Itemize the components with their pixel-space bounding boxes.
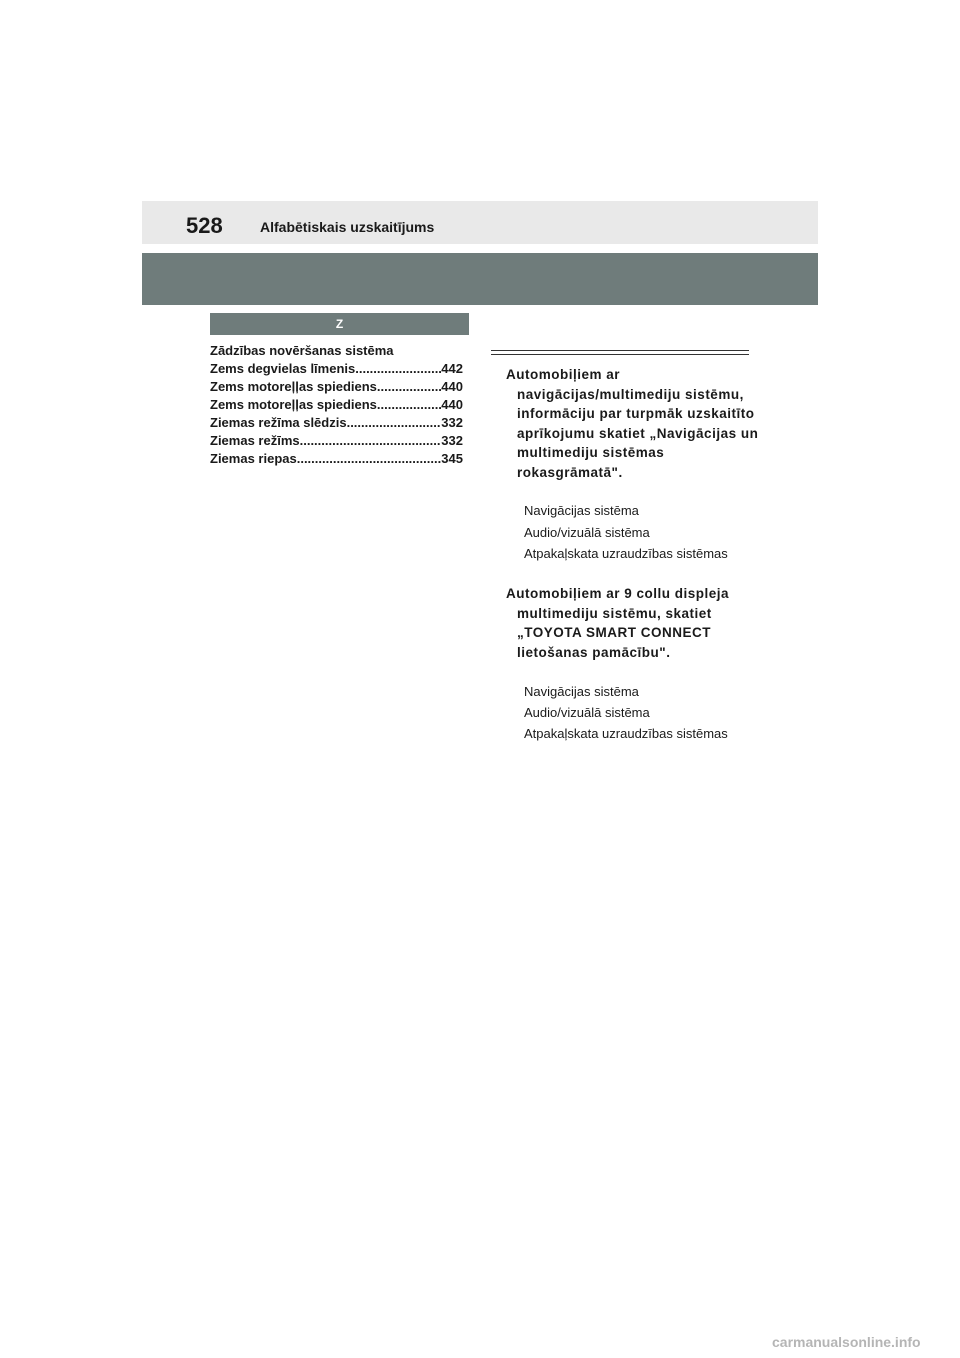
header-bar [142,201,818,244]
section-title: Alfabētiskais uzskaitījums [260,219,435,235]
index-entry-text: Zems motoreļļas spiediens [210,379,377,394]
leader-dots [377,378,441,396]
note-item: Navigācijas sistēma [524,684,639,699]
index-entry-text: Zādzības novēršanas sistēma [210,343,394,358]
note-divider [491,350,749,355]
index-entry-page: 440 [441,379,463,394]
index-entry-text: Zems degvielas līmenis [210,361,356,376]
index-entry-text: Zems motoreļļas spiediens [210,397,377,412]
index-entry[interactable] [210,360,463,378]
index-letter-header: Z [210,313,469,335]
leader-dots [355,360,441,378]
index-entry[interactable] [210,378,463,396]
note-item: Audio/vizuālā sistēma [524,525,650,540]
note-heading: Automobiļiem ar 9 collu displeja multimediju sistēmu, skatiet „TOYOTA SMART CONNECT lietošanas pamācību". [506,586,730,660]
index-entry-page: 442 [441,361,463,376]
note-item: Atpakaļskata uzraudzības sistēmas [524,726,728,741]
index-entry[interactable] [210,432,463,450]
note-item: Audio/vizuālā sistēma [524,705,650,720]
index-list [210,342,463,468]
index-entry[interactable] [210,450,463,468]
index-entry-text: Ziemas režīma slēdzis [210,415,347,430]
note-item: Navigācijas sistēma [524,503,639,518]
index-entry-text: Ziemas režīms [210,433,300,448]
note-item: Atpakaļskata uzraudzības sistēmas [524,546,728,561]
header-band [142,253,818,305]
index-entry-page: 332 [441,433,463,448]
leader-dots [297,450,442,468]
page-number: 528 [186,213,223,238]
index-entry[interactable] [210,342,463,360]
index-entry[interactable] [210,414,463,432]
index-entry-page: 332 [441,415,463,430]
leader-dots [377,396,441,414]
leader-dots [347,414,442,432]
note-heading: Automobiļiem ar navigācijas/multimediju sistēmu, informāciju par turpmāk uzskaitīto aprīkojumu skatiet „Navigācijas un multimediju sistēmas rokasgrāmatā". [506,367,759,480]
index-entry-text: Ziemas riepas [210,451,297,466]
index-entry-page: 440 [441,397,463,412]
watermark: carmanualsonline.info [772,1334,921,1350]
leader-dots [300,432,442,450]
index-entry-page: 345 [441,451,463,466]
index-entry[interactable] [210,396,463,414]
